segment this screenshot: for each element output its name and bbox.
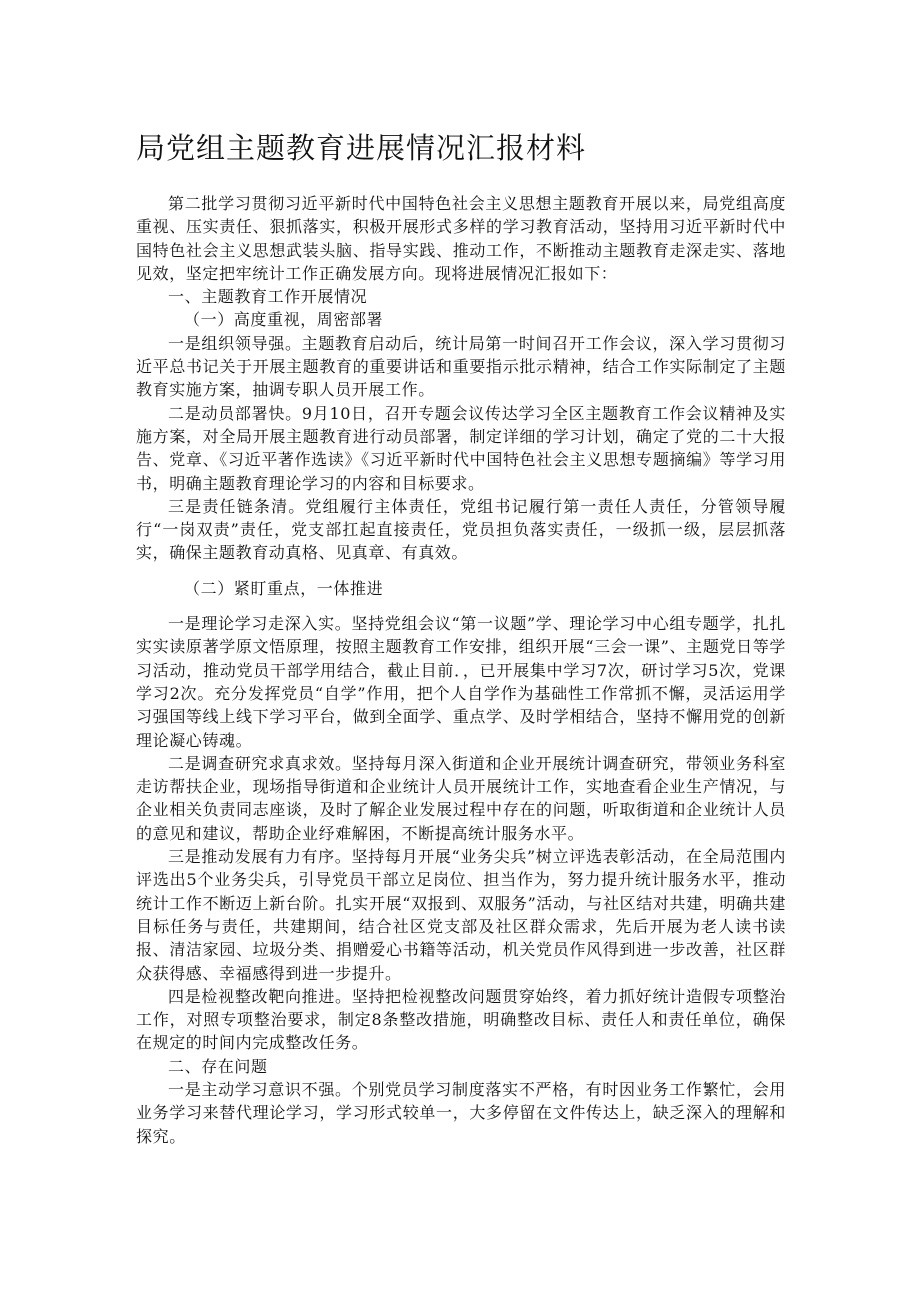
subsection-2-paragraph-2: 二是调查研究求真求效。坚持每月深入街道和企业开展统计调查研究，带领业务科室走访帮扶企业，现场指导街道和企业统计人员开展统计工作，实地查看企业生产情况，与企业相关负责同志座谈，及时了解企业发展过程中存在的问题，听取街道和企业统计人员的意见和建议，帮助企业纾难解困，不断提高统计服务水平。 — [136, 753, 786, 843]
subsection-2-paragraph-1: 一是理论学习走深入实。坚持党组会议“第一议题”学、理论学习中心组专题学，扎扎实实读原著学原文悟原理，按照主题教育工作安排，组织开展“三会一课”、主题党日等学习活动，推动党员干部学用结合，截止目前．，已开展集中学习7次，研讨学习5次，党课学习2次。充分发挥党员“自学”作用，把个人自学作为基础性工作常抓不懈，灵活运用学习强国等线上线下学习平台，做到全面学、重点学、及时学相结合，坚持不懈用党的创新理论凝心铸魂。 — [136, 614, 786, 750]
section-1-heading: 一、主题教育工作开展情况 — [168, 287, 368, 307]
document-title: 局党组主题教育进展情况汇报材料 — [136, 131, 587, 165]
intro-paragraph: 第二批学习贯彻习近平新时代中国特色社会主义思想主题教育开展以来，局党组高度重视、压实责任、狠抓落实，积极开展形式多样的学习教育活动，坚持用习近平新时代中国特色社会主义思想武装头脑、指导实践、推动工作，不断推动主题教育走深走实、落地见效，坚定把牢统计工作正确发展方向。现将进展情况汇报如下： — [136, 194, 786, 283]
subsection-2-heading: （二）紧盯重点，一体推进 — [184, 578, 384, 598]
subsection-1-paragraph-2: 二是动员部署快。9月10日，召开专题会议传达学习全区主题教育工作会议精神及实施方案，对全局开展主题教育进行动员部署，制定详细的学习计划，确定了党的二十大报告、党章、《习近平著作选读》《习近平新时代中国特色社会主义思想专题摘编》等学习用书，明确主题教育理论学习的内容和目标要求。 — [136, 403, 786, 493]
subsection-1-paragraph-1: 一是组织领导强。主题教育启动后，统计局第一时间召开工作会议，深入学习贯彻习近平总书记关于开展主题教育的重要讲话和重要指示批示精神，结合工作实际制定了主题教育实施方案，抽调专职人员开展工作。 — [136, 333, 786, 400]
subsection-1-heading: （一）高度重视，周密部署 — [184, 310, 384, 330]
section-2-paragraph-1: 一是主动学习意识不强。个别党员学习制度落实不严格，有时因业务工作繁忙，会用业务学习来替代理论学习，学习形式较单一，大多停留在文件传达上，缺乏深入的理解和探究。 — [136, 1079, 786, 1146]
subsection-2-paragraph-3: 三是推动发展有力有序。坚持每月开展“业务尖兵”树立评选表彰活动，在全局范围内评选出5个业务尖兵，引导党员干部立足岗位、担当作为，努力提升统计服务水平，推动统计工作不断迈上新台阶。扎实开展“双报到、双服务”活动，与社区结对共建，明确共建目标任务与责任，共建期间，结合社区党支部及社区群众需求，先后开展为老人读书读报、清洁家园、垃圾分类、捐赠爱心书籍等活动，机关党员作风得到进一步改善，社区群众获得感、幸福感得到进一步提升。 — [136, 847, 786, 983]
subsection-1-paragraph-3: 三是责任链条清。党组履行主体责任，党组书记履行第一责任人责任，分管领导履行“一岗双责”责任，党支部扛起直接责任，党员担负落实责任，一级抓一级，层层抓落实，确保主题教育动真格、见真章、有真效。 — [136, 496, 786, 563]
subsection-2-paragraph-4: 四是检视整改靶向推进。坚持把检视整改问题贯穿始终，着力抓好统计造假专项整治工作，对照专项整治要求，制定8条整改措施，明确整改目标、责任人和责任单位，确保在规定的时间内完成整改任务。 — [136, 986, 786, 1053]
section-2-heading: 二、存在问题 — [168, 1056, 268, 1076]
